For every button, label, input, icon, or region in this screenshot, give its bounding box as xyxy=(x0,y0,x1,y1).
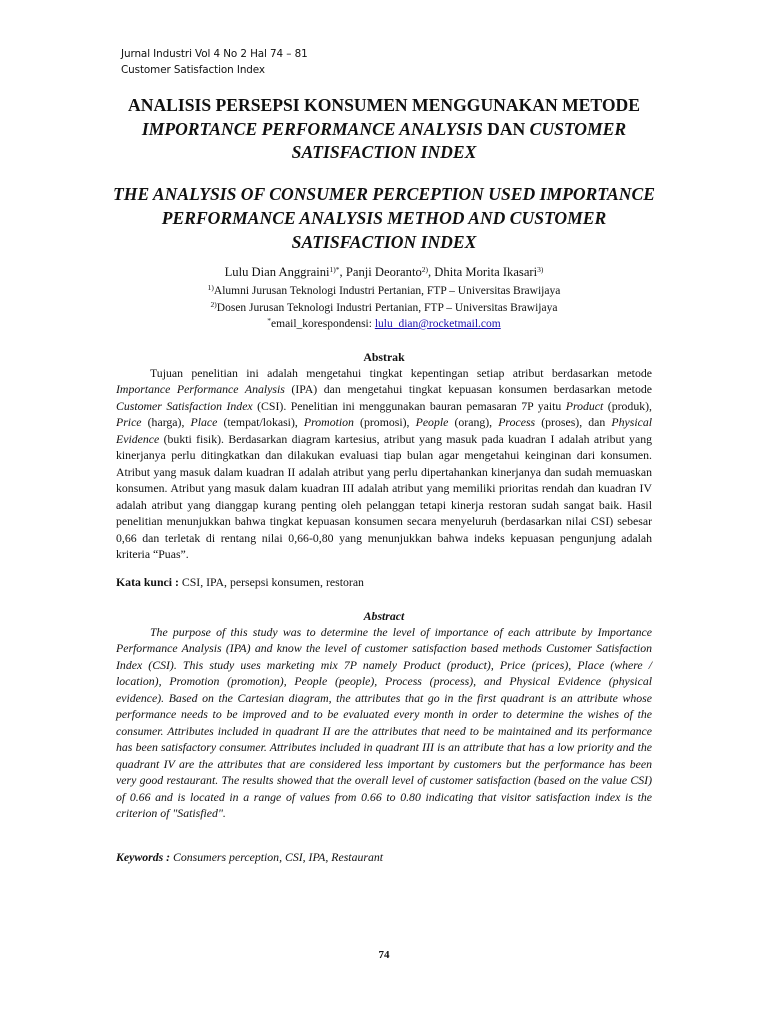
author-1-mark: 1)* xyxy=(329,265,340,274)
running-header xyxy=(121,46,308,78)
author-3-mark: 3) xyxy=(537,265,544,274)
title-id-ipa: IMPORTANCE PERFORMANCE ANALYSIS xyxy=(141,118,483,139)
keywords-label: Keywords : xyxy=(116,850,174,864)
title-id-dan: DAN xyxy=(482,118,530,139)
abstrak-body: Tujuan penelitian ini adalah mengetahui tingkat kepentingan setiap atribut berdasarkan metode Importance Performance Analysis (IPA) dan mengetahui tingkat kepuasan konsumen berdasarkan metode Customer Satisfaction Index (CSI). Penelitian ini menggunakan bauran pemasaran 7P yaitu Product (produk), Price (harga), Place (tempat/lokasi), Promotion (promosi), People (orang), Process (proses), dan Physical Evidence (bukti fisik). Berdasarkan diagram kartesius, atribut yang masuk pada kuadran I adalah atribut yang kinerjanya perlu ditingkatkan dan dilakukan evaluasi tiap bulan agar mengetahui keinginan dari konsumen. Atribut yang masuk dalam kuadran II adalah atribut yang perlu dipertahankan kinerjanya dan sudah memuaskan konsumen. Atribut yang masuk dalam kuadran III adalah atribut yang memiliki prioritas rendah dan kuadran IV adalah atribut yang dianggap kurang penting oleh pelanggan tetapi kinerja restoran sudah sangat baik. Hasil penelitian menunjukkan bahwa tingkat kepuasan konsumen secara menyeluruh (berdasarkan nilai CSI) sebesar 0,66 dan terletak di rentang nilai 0,66-0,80 yang menunjukkan bahwa indeks kepuasan pengunjung adalah kriteria “Puas”. xyxy=(116,366,653,561)
running-title: Customer Satisfaction Index xyxy=(121,64,265,76)
title-english: THE ANALYSIS OF CONSUMER PERCEPTION USED IMPORTANCE PERFORMANCE ANALYSIS METHOD AND CUSTOMER SATISFACTION INDEX xyxy=(113,184,655,252)
author-2: , Panji Deoranto xyxy=(339,265,422,279)
title-id-line2 xyxy=(110,118,658,165)
kata-kunci xyxy=(116,575,652,590)
author-3: , Dhita Morita Ikasari xyxy=(428,265,538,279)
kata-kunci-label: Kata kunci : xyxy=(116,575,182,589)
journal-citation: Jurnal Industri Vol 4 No 2 Hal 74 – 81 xyxy=(121,48,308,60)
author-list xyxy=(110,264,658,281)
kata-kunci-text: CSI, IPA, persepsi konsumen, restoran xyxy=(181,575,364,589)
title-indonesian xyxy=(110,94,658,165)
page-number: 74 xyxy=(378,949,390,961)
correspondence-email: *email_korespondensi: lulu_dian@rocketmail.com xyxy=(267,316,501,330)
email-link[interactable]: lulu_dian@rocketmail.com xyxy=(374,318,501,330)
affiliation-1: $^{1)}$Alumni Jurusan Teknologi Industri Pertanian, FTP – Universitas Brawijaya xyxy=(207,283,561,297)
title-id-line1: ANALISIS PERSEPSI KONSUMEN MENGGUNAKAN METODE xyxy=(128,95,640,115)
affiliation-2: $^{2)}$Dosen Jurusan Teknologi Industri Pertanian, FTP – Universitas Brawijaya xyxy=(210,299,558,314)
abstrak-heading: Abstrak xyxy=(363,350,405,364)
affiliations xyxy=(110,283,658,333)
author-2-mark: 2) xyxy=(421,265,428,274)
keywords xyxy=(116,850,652,865)
abstract-body: The purpose of this study was to determine the level of importance of each attribute by Importance Performance Analysis (IPA) and know the level of customer satisfaction based methods Customer Satisfaction Index (CSI). This study uses marketing mix 7P namely Product (product), Price (prices), Place (where / location), Promotion (promotion), People (people), Process (process), and Physical Evidence (physical evidence). Based on the Cartesian diagram, the attributes that go in the first quadrant is an attribute whose performance needs to be improved and to be evaluated every month in order to determine the wishes of the consumer. Attributes included in quadrant II are the attributes that need to be maintained and its performance has been satisfactory consumer. Attributes included in quadrant III is an attribute that has a low priority and the quadrant IV are the attributes that are considered less important by customers but the performance has been very good restaurant. The results showed that the overall level of customer satisfaction (based on the value CSI) of 0.66 and is located in a range of values from 0.66 to 0.80 indicating that visitor satisfaction index is the criterion of "Satisfied". xyxy=(116,625,652,820)
title-id-csi: CUSTOMER SATISFACTION INDEX xyxy=(291,118,627,162)
keywords-text: Consumers perception, CSI, IPA, Restaurant xyxy=(173,850,384,864)
abstract-heading: Abstract xyxy=(363,609,405,623)
author-1: Lulu Dian Anggraini xyxy=(224,265,330,279)
